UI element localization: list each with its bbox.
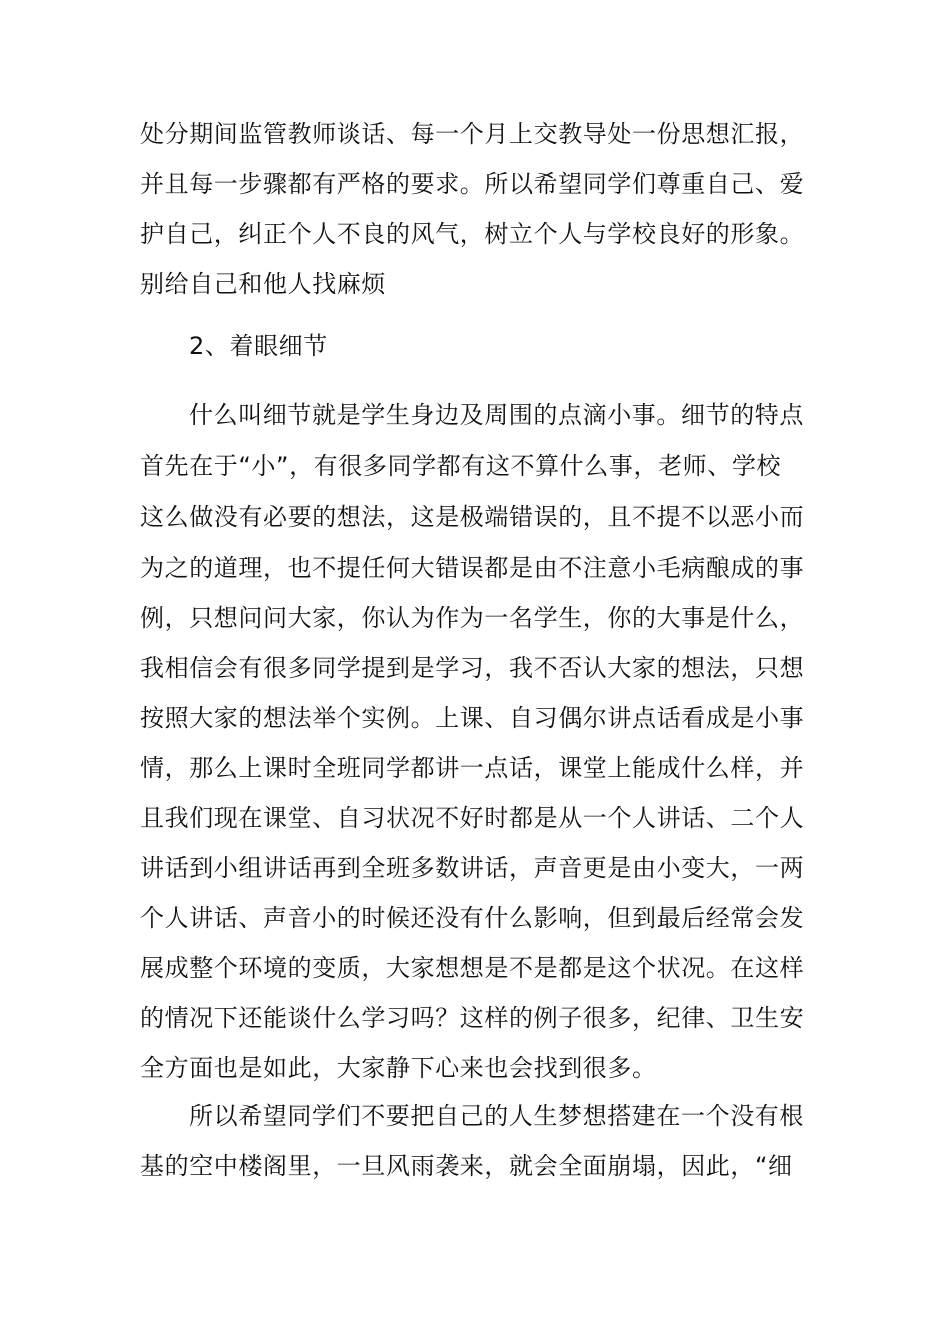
paragraph-line: 基的空中楼阁里，一旦风雨袭来，就会全面崩塌，因此，“细 <box>140 1152 793 1180</box>
paragraph-line: 并且每一步骤都有严格的要求。所以希望同学们尊重自己、爱 <box>140 170 805 198</box>
paragraph-line: 所以希望同学们不要把自己的人生梦想搭建在一个没有根 <box>189 1102 804 1130</box>
paragraph-line: 为之的道理，也不提任何大错误都是由不注意小毛病酿成的事 <box>140 554 805 582</box>
paragraph-line: 处分期间监管教师谈话、每一个月上交教导处一份思想汇报， <box>140 120 805 148</box>
paragraph-line: 什么叫细节就是学生身边及周围的点滴小事。细节的特点 <box>189 401 804 429</box>
paragraph-line: 别给自己和他人找麻烦 <box>140 270 386 298</box>
paragraph-line: 且我们现在课堂、自习状况不好时都是从一个人讲话、二个人 <box>140 804 805 832</box>
section-heading: 2、着眼细节 <box>189 332 328 360</box>
paragraph-line: 的情况下还能谈什么学习吗？这样的例子很多，纪律、卫生安 <box>140 1004 805 1032</box>
paragraph-line: 这么做没有必要的想法，这是极端错误的，且不提不以恶小而 <box>140 503 805 531</box>
paragraph-line: 我相信会有很多同学提到是学习，我不否认大家的想法，只想 <box>140 654 805 682</box>
paragraph-line: 按照大家的想法举个实例。上课、自习偶尔讲点话看成是小事 <box>140 704 805 732</box>
paragraph-line: 情，那么上课时全班同学都讲一点话，课堂上能成什么样，并 <box>140 754 805 782</box>
paragraph-line: 护自己，纠正个人不良的风气，树立个人与学校良好的形象。 <box>140 220 805 248</box>
paragraph-line: 例，只想问问大家，你认为作为一名学生，你的大事是什么， <box>140 604 805 632</box>
paragraph-line: 展成整个环境的变质，大家想想是不是都是这个状况。在这样 <box>140 954 805 982</box>
paragraph-line: 个人讲话、声音小的时候还没有什么影响，但到最后经常会发 <box>140 904 805 932</box>
paragraph-line: 首先在于“小”，有很多同学都有这不算什么事，老师、学校 <box>140 452 782 480</box>
paragraph-line: 全方面也是如此，大家静下心来也会找到很多。 <box>140 1054 657 1082</box>
paragraph-line: 讲话到小组讲话再到全班多数讲话，声音更是由小变大，一两 <box>140 854 805 882</box>
